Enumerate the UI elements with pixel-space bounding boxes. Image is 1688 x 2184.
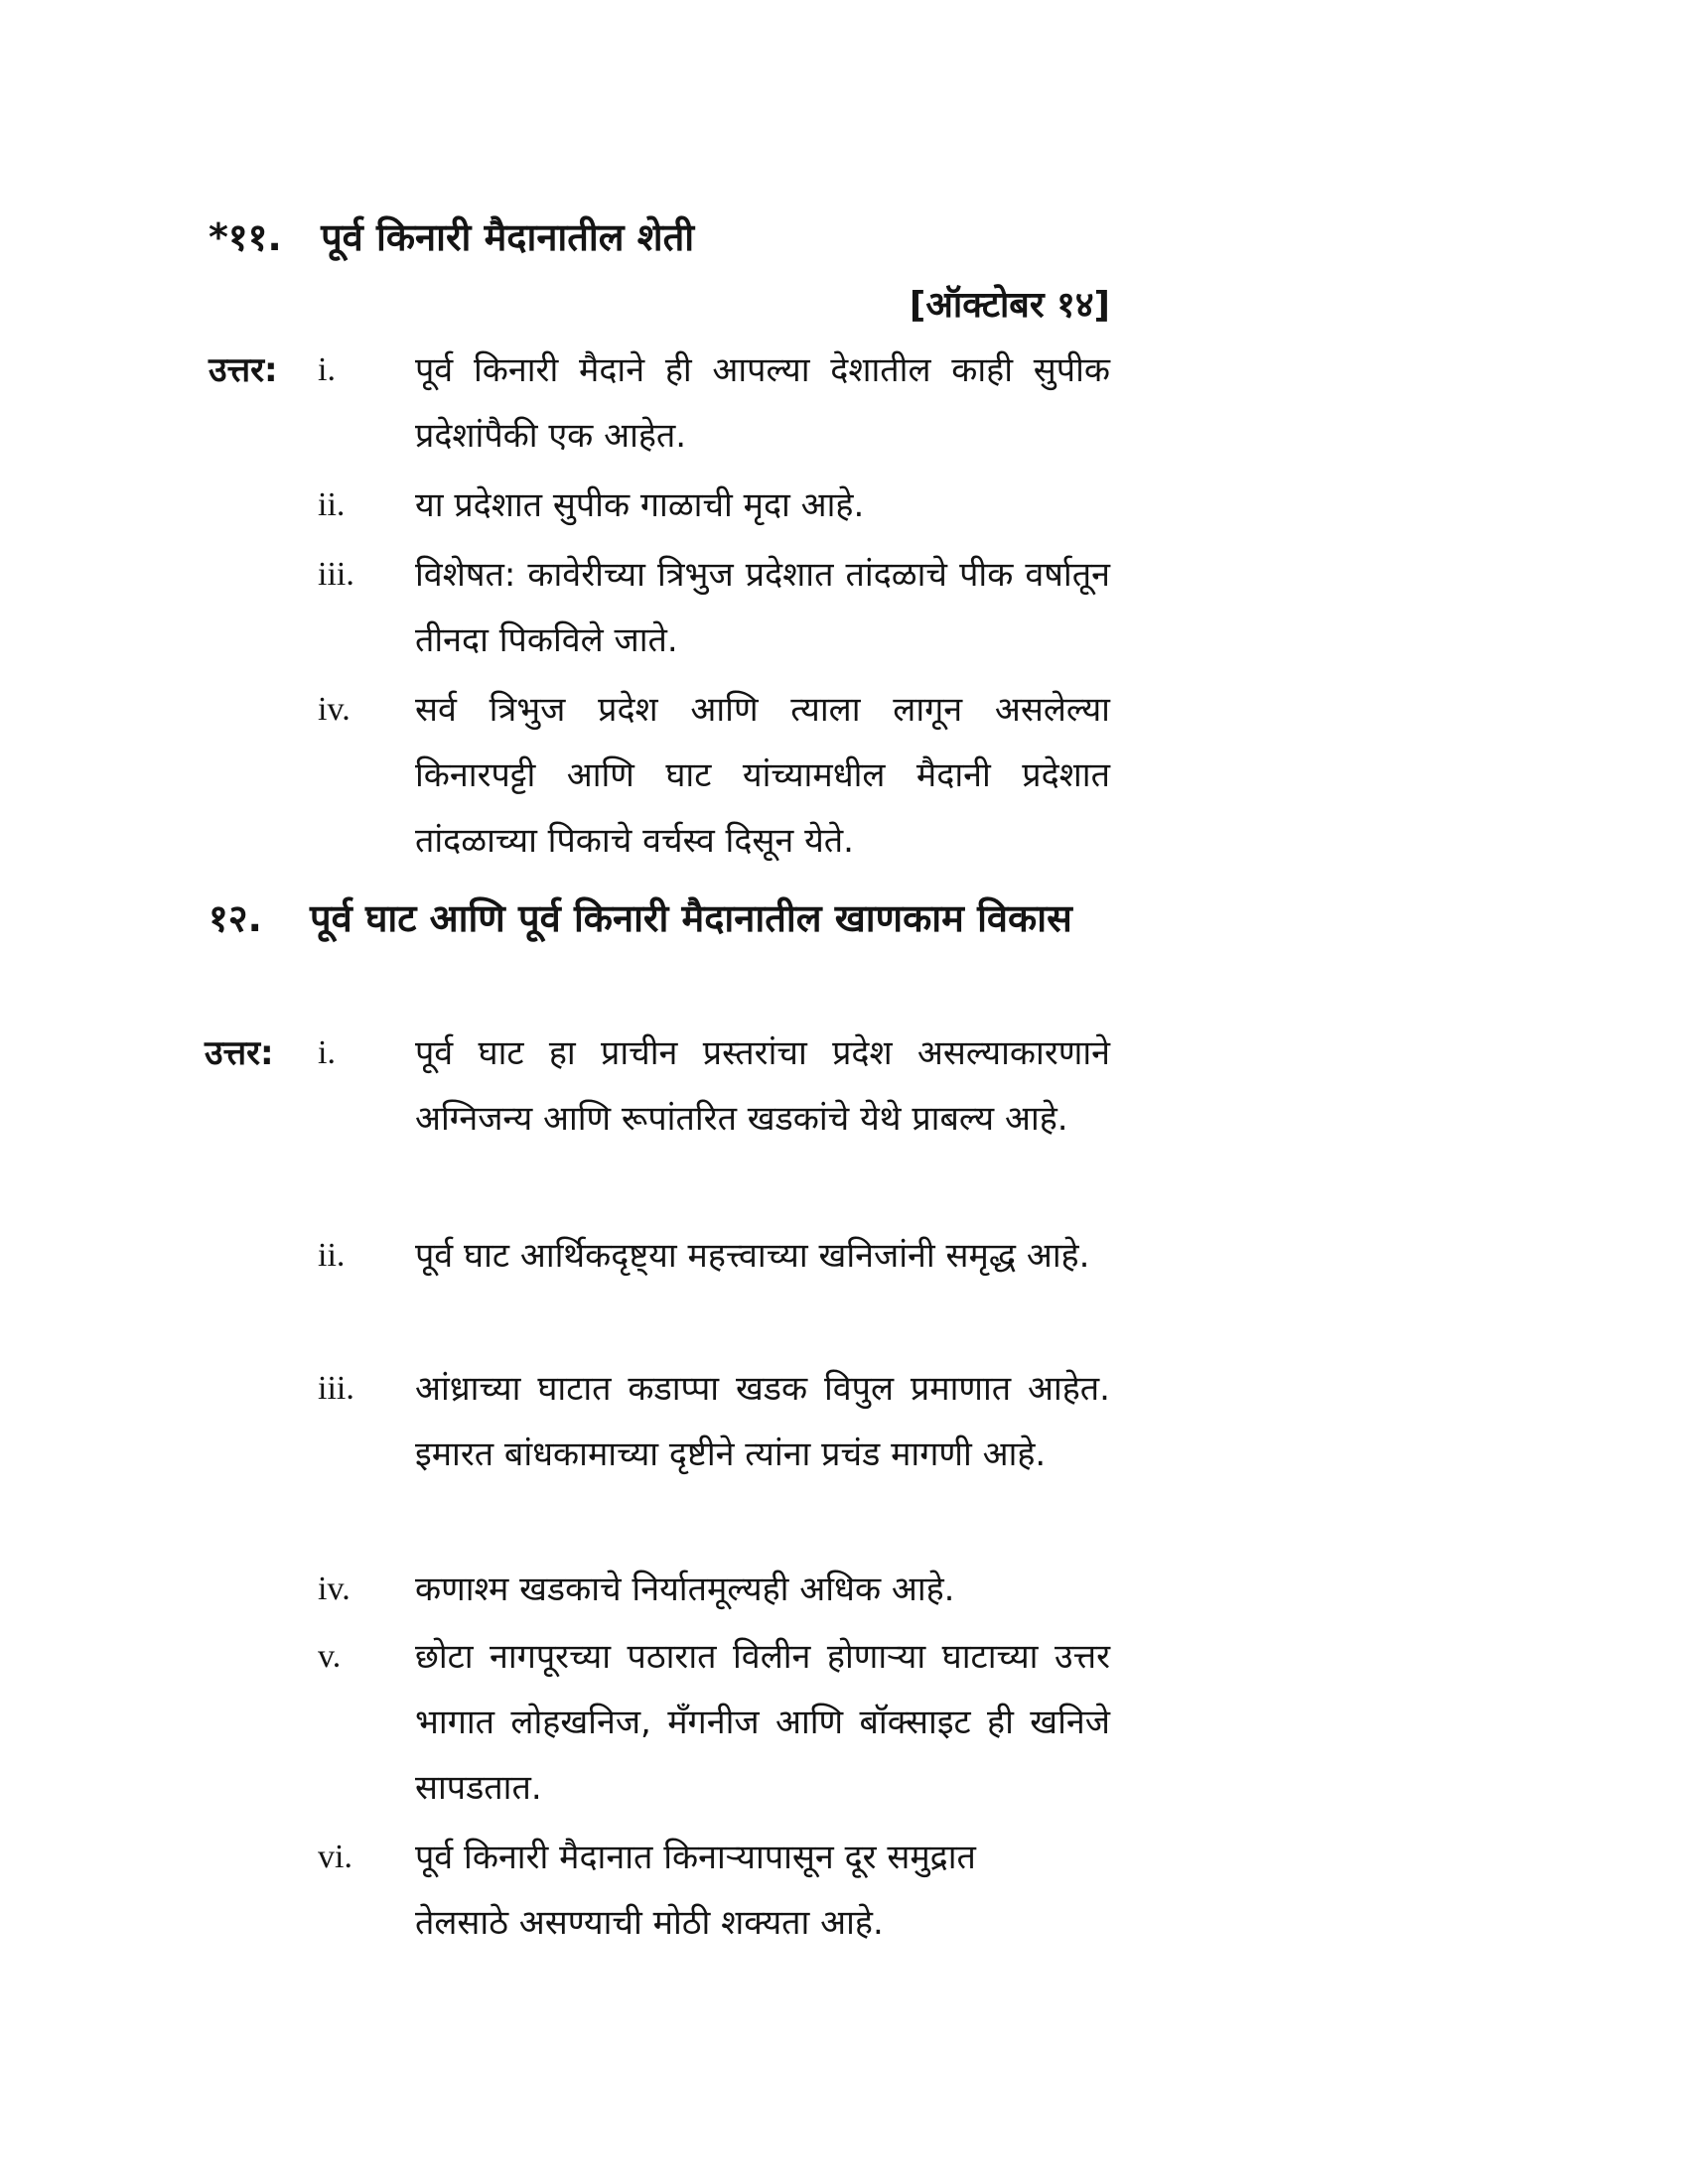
q12-point-2-numeral: ii. <box>318 1237 346 1274</box>
q11-point-1-text: पूर्व किनारी मैदाने ही आपल्या देशातील काही सुपीक प्रदेशांपैकी एक आहेत. <box>415 350 1110 456</box>
q12-point-4-numeral: iv. <box>318 1570 351 1607</box>
question-11-answer-label: उत्तर: <box>209 350 278 390</box>
question-11-date: [ऑक्टोबर १४] <box>909 285 1110 326</box>
q11-point-1-numeral: i. <box>318 351 336 388</box>
q12-point-5-numeral: v. <box>318 1638 342 1675</box>
question-11-title: पूर्व किनारी मैदानातील शेती <box>321 215 695 259</box>
q12-point-2-text: पूर्व घाट आर्थिकदृष्ट्या महत्त्वाच्या खनिजांनी समृद्ध आहे. <box>415 1236 1090 1276</box>
q11-point-4-numeral: iv. <box>318 691 351 728</box>
q12-point-3-text: आंध्राच्या घाटात कडाप्पा खडक विपुल प्रमाणात आहेत. इमारत बांधकामाच्या दृष्टीने त्यांना प्रचंड मागणी आहे. <box>415 1369 1110 1474</box>
q11-point-2-text: या प्रदेशात सुपीक गाळाची मृदा आहे. <box>415 485 865 525</box>
question-12-heading <box>209 886 1112 951</box>
q11-point-2-numeral: ii. <box>318 486 346 523</box>
q12-point-5-text: छोटा नागपूरच्या पठारात विलीन होणाऱ्या घाटाच्या उत्तर भागात लोहखनिज, मँगनीज आणि बॉक्साइट ही खनिजे सापडतात. <box>415 1637 1110 1808</box>
question-11-heading <box>209 205 694 270</box>
q11-point-3-text: विशेषत: कावेरीच्या त्रिभुज प्रदेशात तांदळाचे पीक वर्षातून तीनदा पिकविले जाते. <box>415 555 1110 660</box>
q11-point-4-text: सर्व त्रिभुज प्रदेश आणि त्याला लागून असलेल्या किनारपट्टी आणि घाट यांच्यामधील मैदानी प्रदेशात तांदळाच्या पिकाचे वर्चस्व दिसून येते. <box>415 690 1110 861</box>
question-12-number: १२. <box>209 896 262 940</box>
q12-point-4-text: कणाश्म खडकाचे निर्यातमूल्यही अधिक आहे. <box>415 1570 955 1609</box>
q11-point-3-numeral: iii. <box>318 556 354 593</box>
q12-point-1-numeral: i. <box>318 1034 336 1071</box>
question-12-answer-label: उत्तर: <box>205 1033 274 1073</box>
q12-point-3-numeral: iii. <box>318 1370 354 1407</box>
q12-point-6-numeral: vi. <box>318 1839 352 1875</box>
question-12-title: पूर्व घाट आणि पूर्व किनारी मैदानातील खाणकाम विकास <box>310 896 1072 940</box>
q12-point-1-text: पूर्व घाट हा प्राचीन प्रस्तरांचा प्रदेश असल्याकारणाने अग्निजन्य आणि रूपांतरित खडकांचे येथे प्राबल्य आहे. <box>415 1033 1110 1139</box>
question-11-number: *११. <box>209 215 282 259</box>
q12-point-6-text: पूर्व किनारी मैदानात किनाऱ्यापासून दूर समुद्रात तेलसाठे असण्याची मोठी शक्यता आहे. <box>415 1838 976 1943</box>
